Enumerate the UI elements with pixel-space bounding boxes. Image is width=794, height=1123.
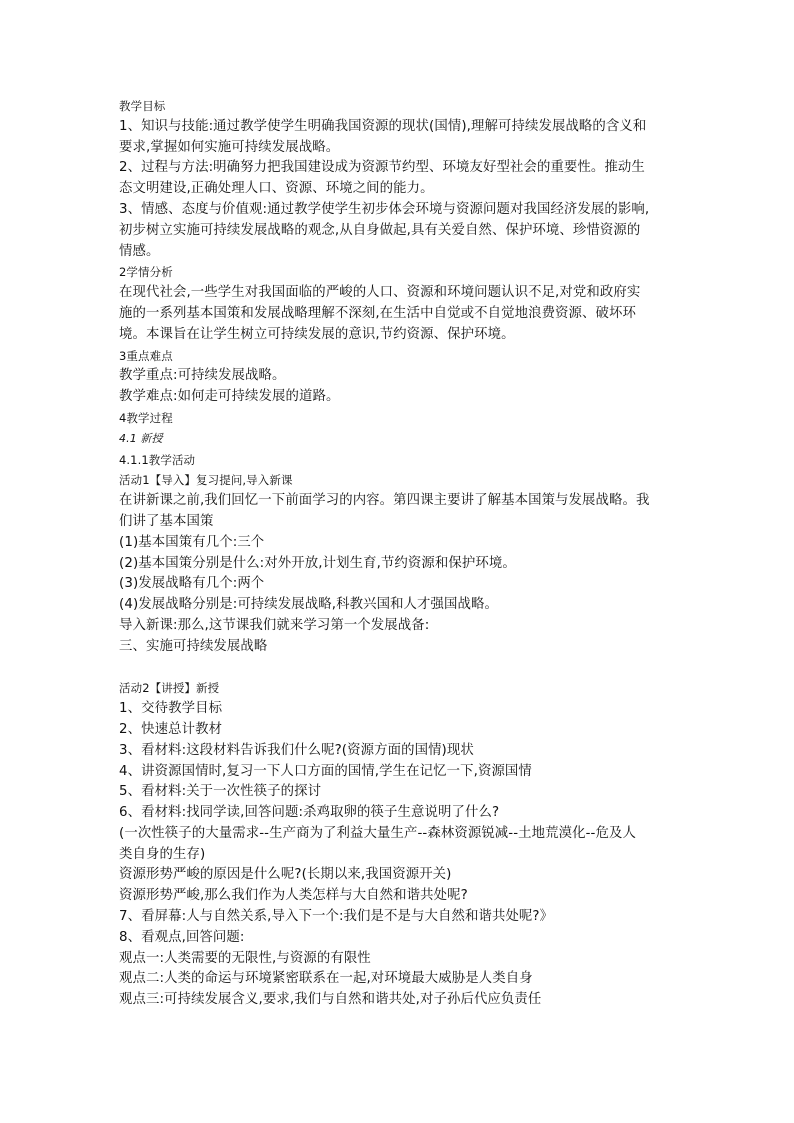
heading-section-4-1-1: 4.1.1教学活动 <box>119 452 196 467</box>
goal-line: 情感。 <box>119 243 160 259</box>
activity-2-line: 3、看材料:这段材料告诉我们什么呢?(资源方面的国情)现状 <box>119 742 474 758</box>
goal-line: 初步树立实施可持续发展战略的观念,从自身做起,具有关爱自然、保护环境、珍惜资源的 <box>119 222 641 238</box>
activity-2-line: 6、看材料:找同学读,回答问题:杀鸡取卵的筷子生意说明了什么? <box>119 805 500 821</box>
activity-2-line: 4、讲资源国情时,复习一下人口方面的国情,学生在记忆一下,资源国情 <box>119 763 532 779</box>
activity-2-line: 观点一:人类需要的无限性,与资源的有限性 <box>119 950 371 966</box>
goal-line: 态文明建设,正确处理人口、资源、环境之间的能力。 <box>119 181 434 197</box>
activity-1-line: 三、实施可持续发展战略 <box>119 638 268 654</box>
activity-1-line: (3)发展战略有几个:两个 <box>119 576 265 592</box>
goal-line: 要求,掌握如何实施可持续发展战略。 <box>119 139 340 155</box>
activity-2-line: 资源形势严峻,那么我们作为人类怎样与大自然和谐共处呢? <box>119 888 468 904</box>
heading-key-points: 3重点难点 <box>119 348 173 363</box>
analysis-line: 施的一系列基本国策和发展战略理解不深刻,在生活中自觉或不自觉地浪费资源、破坏环 <box>119 305 636 321</box>
activity-2-line: 5、看材料:关于一次性筷子的探讨 <box>119 784 322 800</box>
heading-teaching-process: 4教学过程 <box>119 410 173 425</box>
activity-2-line: 8、看观点,回答问题: <box>119 929 245 945</box>
activity-1-title: 活动1【导入】复习提问,导入新课 <box>119 473 293 488</box>
analysis-line: 境。本课旨在让学生树立可持续发展的意识,节约资源、保护环境。 <box>119 326 515 342</box>
activity-2-line: 资源形势严峻的原因是什么呢?(长期以来,我国资源开关) <box>119 867 452 883</box>
analysis-line: 在现代社会,一些学生对我国面临的严峻的人口、资源和环境问题认识不足,对党和政府实 <box>119 285 641 301</box>
activity-2-title: 活动2【讲授】新授 <box>119 681 220 696</box>
heading-teaching-goals: 教学目标 <box>119 99 166 113</box>
activity-2-line: (一次性筷子的大量需求--生产商为了利益大量生产--森林资源锐减--土地荒漠化--危及人 <box>119 825 636 841</box>
activity-2-line: 2、快速总计教材 <box>119 721 223 737</box>
blank-line <box>119 658 679 679</box>
activity-2-line: 类自身的生存) <box>119 846 206 862</box>
activity-1-line: 们讲了基本国策 <box>119 513 214 529</box>
activity-1-line: 导入新课:那么,这节课我们就来学习第一个发展战备: <box>119 617 430 633</box>
activity-1-line: (4)发展战略分别是:可持续发展战略,科教兴国和人才强国战略。 <box>119 597 498 613</box>
activity-2-line: 7、看屏幕:人与自然关系,导入下一个:我们是不是与大自然和谐共处呢?》 <box>119 909 554 925</box>
activity-1-line: 在讲新课之前,我们回忆一下前面学习的内容。第四课主要讲了解基本国策与发展战略。我 <box>119 493 650 509</box>
activity-2-line: 1、交待教学目标 <box>119 701 223 717</box>
goal-line: 1、知识与技能:通过教学使学生明确我国资源的现状(国情),理解可持续发展战略的含义和 <box>119 118 647 134</box>
goal-line: 2、过程与方法:明确努力把我国建设成为资源节约型、环境友好型社会的重要性。推动生 <box>119 160 645 176</box>
activity-1-line: (2)基本国策分别是什么:对外开放,计划生育,节约资源和保护环境。 <box>119 555 516 571</box>
document-page <box>119 96 679 1011</box>
heading-section-4-1: 4.1 新授 <box>119 431 163 445</box>
heading-student-analysis: 2学情分析 <box>119 265 173 280</box>
key-point-line: 教学重点:可持续发展战略。 <box>119 368 286 384</box>
activity-1-line: (1)基本国策有几个:三个 <box>119 534 265 550</box>
goal-line: 3、情感、态度与价值观:通过教学使学生初步体会环境与资源问题对我国经济发展的影响, <box>119 201 650 217</box>
activity-2-line: 观点三:可持续发展含义,要求,我们与自然和谐共处,对子孙后代应负责任 <box>119 992 542 1008</box>
key-point-line: 教学难点:如何走可持续发展的道路。 <box>119 389 340 405</box>
activity-2-line: 观点二:人类的命运与环境紧密联系在一起,对环境最大威胁是人类自身 <box>119 971 533 987</box>
